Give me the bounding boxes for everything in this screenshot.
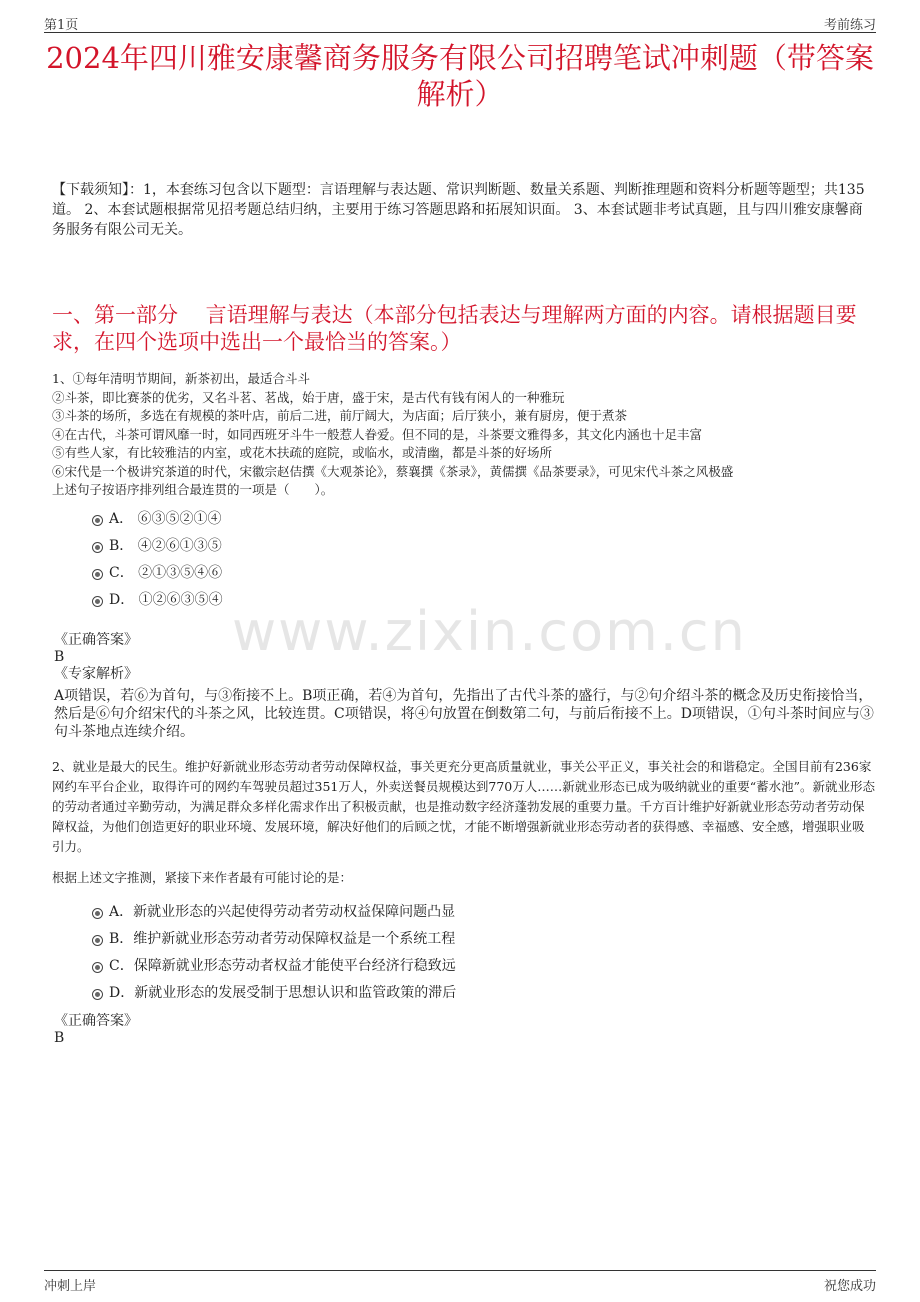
answer-label: 《正确答案》	[54, 632, 138, 648]
question-2-answer	[54, 1013, 872, 1047]
answer-value: B	[54, 649, 65, 665]
question-2-text: 2、就业是最大的民生。维护好新就业形态劳动者劳动保障权益，事关更充分更高质量就业，事关公平正义，事关社会的和谐稳定。全国目前有236家网约车平台企业，取得许可的网约车驾驶员超过351万人，外卖送餐员规模达到770万人……新就业形态已成为吸纳就业的重要“蓄水池”。新就业形态的劳动者通过辛勤劳动，为满足群众多样化需求作出了积极贡献，也是推动数字经济蓬勃发展的重要力量。千方百计维护好新就业形态劳动者劳动保障权益，为他们创造更好的职业环境、发展环境，解决好他们的后顾之忧，才能不断增强新就业形态劳动者的获得感、幸福感、安全感，增强职业吸引力。	[52, 759, 876, 854]
question-2-options	[92, 902, 456, 1010]
question-1-line: ⑤有些人家，有比较雅洁的内室，或花木扶疏的庭院，或临水，或清幽，都是斗茶的好场所	[52, 445, 553, 460]
radio-icon[interactable]	[92, 596, 103, 607]
option-label: A． ⑥③⑤②①④	[109, 511, 222, 527]
question-1-line: ②斗茶，即比赛茶的优劣，又名斗茗、茗战，始于唐，盛于宋，是古代有钱有闲人的一种雅玩	[52, 389, 565, 405]
radio-icon[interactable]	[92, 569, 103, 580]
page-footer	[44, 1270, 876, 1293]
question-1-prompt: 上述句子按语序排列组合最连贯的一项是（ ）。	[52, 482, 334, 497]
option-label: A．新就业形态的兴起使得劳动者劳动权益保障问题凸显	[109, 904, 456, 920]
option-b[interactable]	[92, 536, 223, 563]
page-number: 第1页	[44, 18, 79, 33]
watermark: www.zixin.com.cn	[232, 600, 747, 663]
radio-icon[interactable]	[92, 908, 103, 919]
option-label: D．新就业形态的发展受制于思想认识和监管政策的滞后	[109, 985, 457, 1001]
option-label: C． ②①③⑤④⑥	[109, 565, 223, 581]
option-label: D． ①②⑥③⑤④	[109, 592, 223, 608]
download-notice: 【下载须知】：1，本套练习包含以下题型：言语理解与表达题、常识判断题、数量关系题、判断推理题和资料分析题等题型；共135道。 2、本套试题根据常见招考题总结归纳，主要用于练习答题思路和拓展知识面。 3、本套试题非考试真题，且与四川雅安康馨商务服务有限公司无关。	[52, 182, 865, 238]
footer-left: 冲刺上岸	[44, 1279, 97, 1294]
option-d[interactable]	[92, 590, 223, 617]
header-label: 考前练习	[823, 18, 876, 33]
radio-icon[interactable]	[92, 515, 103, 526]
section-title: 一、第一部分 言语理解与表达（本部分包括表达与理解两方面的内容。请根据题目要求，在四个选项中选出一个最恰当的答案。）	[52, 303, 857, 354]
question-1-answer	[54, 632, 872, 683]
answer-value: B	[54, 1030, 65, 1046]
option-b[interactable]	[92, 929, 456, 956]
option-a[interactable]	[92, 509, 223, 536]
question-1-line: ③斗茶的场所，多选在有规模的茶叶店，前后二进，前厅阔大，为店面；后厅狭小，兼有厨房，便于煮茶	[52, 408, 628, 423]
question-1	[52, 370, 872, 500]
question-1-line: ⑥宋代是一个极讲究茶道的时代，宋徽宗赵佶撰《大观茶论》，蔡襄撰《茶录》，黄儒撰《品茶要录》，可见宋代斗茶之风极盛	[52, 463, 734, 479]
radio-icon[interactable]	[92, 989, 103, 1000]
radio-icon[interactable]	[92, 542, 103, 553]
question-1-options	[92, 509, 223, 617]
option-a[interactable]	[92, 902, 456, 929]
question-1-analysis: A项错误，若⑥为首句，与③衔接不上。B项正确，若④为首句，先指出了古代斗茶的盛行，与②句介绍斗茶的概念及历史衔接恰当，然后是⑥句介绍宋代的斗茶之风，比较连贯。C项错误，将④句放置在倒数第二句，与前后衔接不上。D项错误，①句斗茶时间应与③句斗茶地点连续介绍。	[54, 688, 874, 740]
option-d[interactable]	[92, 983, 456, 1010]
option-label: B．维护新就业形态劳动者劳动保障权益是一个系统工程	[109, 931, 456, 947]
analysis-label: 《专家解析》	[54, 666, 138, 682]
answer-label: 《正确答案》	[54, 1013, 138, 1029]
option-label: B． ④②⑥①③⑤	[109, 538, 222, 554]
option-c[interactable]	[92, 956, 456, 983]
radio-icon[interactable]	[92, 935, 103, 946]
option-label: C．保障新就业形态劳动者权益才能使平台经济行稳致远	[109, 958, 456, 974]
radio-icon[interactable]	[92, 962, 103, 973]
question-2-prompt: 根据上述文字推测，紧接下来作者最有可能讨论的是：	[52, 870, 353, 885]
page-header	[44, 12, 876, 33]
question-1-line: ④在古代，斗茶可谓风靡一时，如同西班牙斗牛一般惹人眷爱。但不同的是，斗茶要文雅得多，其文化内涵也十足丰富	[52, 426, 703, 442]
document-title: 2024年四川雅安康馨商务服务有限公司招聘笔试冲刺题（带答案解析）	[46, 41, 874, 111]
option-c[interactable]	[92, 563, 223, 590]
question-1-line: 1、①每年清明节期间，新茶初出，最适合斗斗	[52, 371, 310, 386]
footer-right: 祝您成功	[823, 1279, 876, 1294]
